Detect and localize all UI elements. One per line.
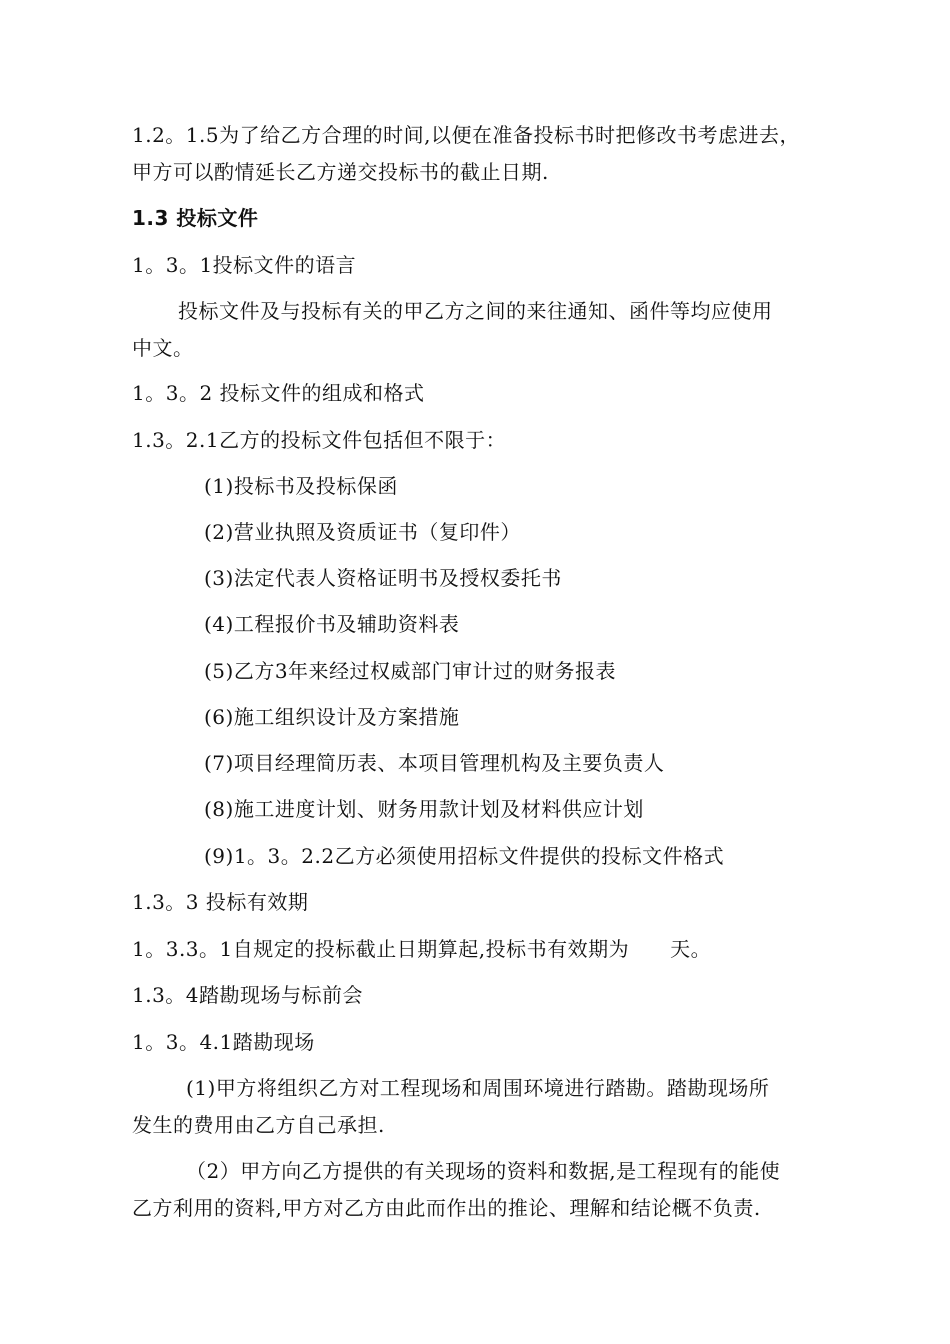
subsection-title: 1。3.3。1自规定的投标截止日期算起,投标书有效期为 天。 [132,937,712,961]
list-item: (4)工程报价书及辅助资料表 [204,612,460,636]
subsection-title: 1.3。3 投标有效期 [132,890,309,914]
subsection-title: 1.3。4踏勘现场与标前会 [132,983,364,1007]
paragraph-line: （2）甲方向乙方提供的有关现场的资料和数据,是工程现有的能使 [186,1159,781,1183]
paragraph-line: 乙方利用的资料,甲方对乙方由此而作出的推论、理解和结论概不负责. [132,1196,761,1220]
paragraph-line: 发生的费用由乙方自己承担. [132,1113,385,1137]
list-item: (8)施工进度计划、财务用款计划及材料供应计划 [204,797,644,821]
paragraph-line: 甲方可以酌情延长乙方递交投标书的截止日期. [132,160,549,184]
list-item: (5)乙方3年来经过权威部门审计过的财务报表 [204,659,617,683]
list-item: (3)法定代表人资格证明书及授权委托书 [204,566,562,590]
section-heading: 1.3 投标文件 [132,206,259,230]
paragraph-line: 1.2。1.5为了给乙方合理的时间,以便在准备投标书时把修改书考虑进去， [132,123,800,147]
list-item: (6)施工组织设计及方案措施 [204,705,460,729]
list-item: (7)项目经理简历表、本项目管理机构及主要负责人 [204,751,665,775]
list-item: (1)投标书及投标保函 [204,474,398,498]
subsection-title: 1。3。4.1踏勘现场 [132,1030,315,1054]
paragraph-line: (1)甲方将组织乙方对工程现场和周围环境进行踏勘。踏勘现场所 [186,1076,770,1100]
paragraph-line: 中文。 [132,336,194,360]
subsection-title: 1。3。2 投标文件的组成和格式 [132,381,425,405]
subsection-title: 1.3。2.1乙方的投标文件包括但不限于： [132,428,507,452]
paragraph-line: 投标文件及与投标有关的甲乙方之间的来往通知、函件等均应使用 [178,299,773,323]
subsection-title: 1。3。1投标文件的语言 [132,253,357,277]
list-item: (2)营业执照及资质证书（复印件） [204,520,521,544]
list-item: (9)1。3。2.2乙方必须使用招标文件提供的投标文件格式 [204,844,725,868]
